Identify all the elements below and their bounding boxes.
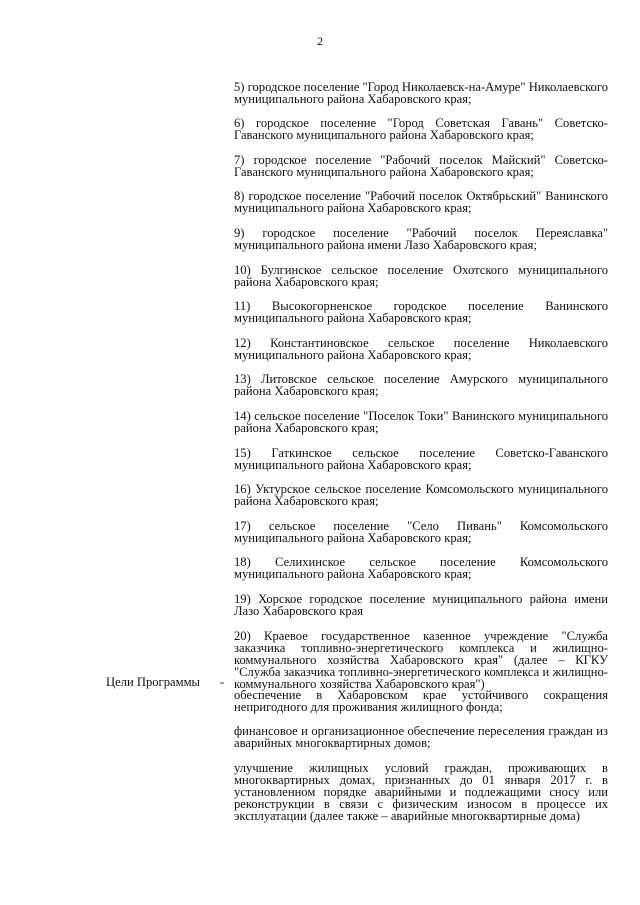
list-item: 19) Хорское городское поселение муниципального района имени Лазо Хабаровского края [234,591,608,618]
goal-item: обеспечение в Хабаровском крае устойчивого сокращения непригодного для проживания жилищного фонда; [234,687,608,714]
page-number: 2 [317,34,323,48]
list-item: 12) Константиновское сельское поселение Николаевского муниципального района Хабаровского края; [234,335,608,362]
list-item: 14) сельское поселение "Поселок Токи" Ванинского муниципального района Хабаровского края; [234,408,608,435]
list-item: 20) Краевое государственное казенное учреждение "Служба заказчика топливно-энергетического комплекса и жилищно-коммунального хозяйства Хабаровского края" (далее – КГКУ "Служба заказчика топливно-энергетического комплекса и жилищно-коммунального хозяйства Хабаровского края") [234,628,608,691]
participants-list [234,68,608,698]
list-item: 11) Высокогорненское городское поселение Ванинского муниципального района Хабаровского края; [234,299,608,326]
goals-list [234,676,608,831]
goals-dash: - [220,675,225,689]
goal-item: финансовое и организационное обеспечение переселения граждан из аварийных многоквартирных домов; [234,724,608,751]
list-item: 13) Литовское сельское поселение Амурского муниципального района Хабаровского края; [234,372,608,399]
list-item: 9) городское поселение "Рабочий поселок Переяславка" муниципального района имени Лазо Хабаровского края; [234,225,608,252]
list-item: 16) Уктурское сельское поселение Комсомольского муниципального района Хабаровского края; [234,482,608,509]
list-item: 18) Селихинское сельское поселение Комсомольского муниципального района Хабаровского края; [234,555,608,582]
list-item: 15) Гаткинское сельское поселение Советско-Гаванского муниципального района Хабаровского края; [234,445,608,472]
list-item: 17) сельское поселение "Село Пивань" Комсомольского муниципального района Хабаровского края; [234,518,608,545]
list-item: 7) городское поселение "Рабочий поселок Майский" Советско-Гаванского муниципального района Хабаровского края; [234,152,608,179]
goals-label: Цели Программы [106,675,200,689]
list-item: 10) Булгинское сельское поселение Охотского муниципального района Хабаровского края; [234,262,608,289]
list-item: 8) городское поселение "Рабочий поселок Октябрьский" Ванинского муниципального района Хабаровского края; [234,189,608,216]
list-item: 5) городское поселение "Город Николаевск-на-Амуре" Николаевского муниципального района Хабаровского края; [234,79,608,106]
list-item: 6) городское поселение "Город Советская Гавань" Советско-Гаванского муниципального района Хабаровского края; [234,116,608,143]
goal-item: улучшение жилищных условий граждан, проживающих в многоквартирных домах, признанных до 01 января 2017 г. в установленном порядке аварийными и подлежащими сносу или реконструкции в связи с физическим износом в процессе их эксплуатации (далее также – аварийные многоквартирные дома) [234,760,608,823]
